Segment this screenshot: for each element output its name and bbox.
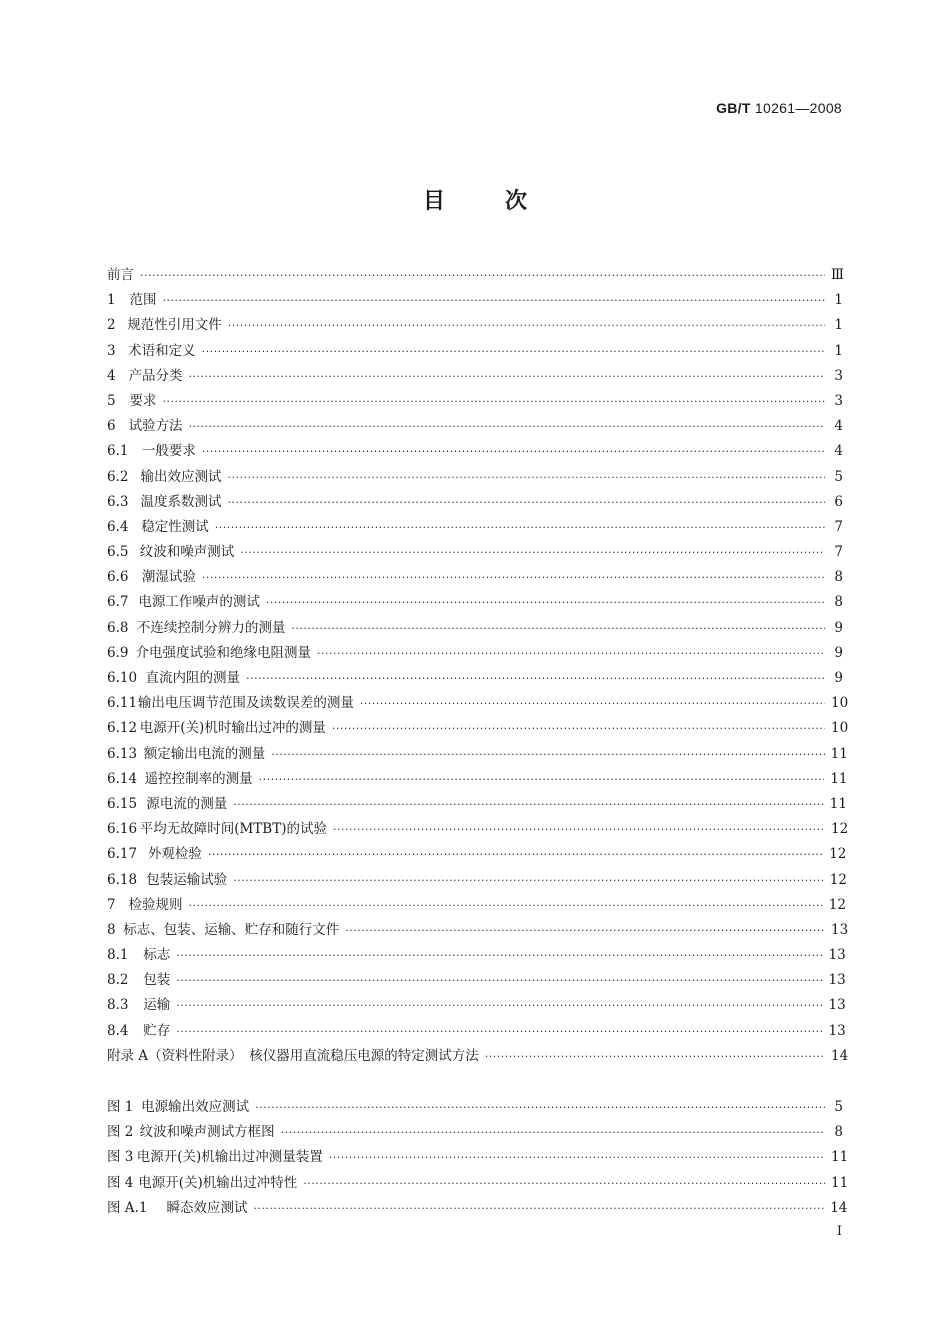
section-title: 介电强度试验和绝缘电阻测量 [135, 644, 311, 661]
section-number: 6.6 [107, 569, 129, 586]
section-number: 6.10 [107, 670, 138, 686]
dot-leader [332, 716, 825, 741]
toc-entry[interactable] [107, 616, 843, 641]
toc-entry[interactable] [107, 1044, 849, 1069]
page-ref: 12 [829, 846, 847, 863]
page-ref: 1 [834, 292, 843, 309]
toc-entry[interactable] [107, 817, 849, 842]
page-ref: 1 [834, 342, 843, 359]
dot-leader [228, 313, 825, 338]
section-number: 6.12 [107, 720, 138, 737]
dot-leader [291, 616, 825, 641]
page-ref: 13 [828, 1022, 846, 1039]
toc-entry[interactable] [107, 590, 843, 615]
section-title: 温度系数测试 [140, 493, 222, 510]
page-ref: 11 [830, 745, 848, 762]
toc-entry[interactable] [107, 490, 843, 515]
section-title: 包装运输试验 [146, 871, 228, 888]
section-number: 6.17 [107, 846, 138, 863]
standard-number: 10261—2008 [754, 100, 842, 116]
toc-entry[interactable] [107, 842, 847, 867]
section-title: 标志、包装、运输、贮存和随行文件 [123, 921, 340, 938]
figure-title: 电源开(关)机输出过冲测量装置 [136, 1149, 323, 1166]
page-ref: 13 [828, 972, 846, 989]
dot-leader [303, 1171, 825, 1196]
dot-leader [176, 1019, 822, 1044]
toc-entry[interactable] [107, 742, 848, 767]
section-title: 检验规则 [128, 896, 183, 913]
dot-leader [233, 868, 824, 893]
page-ref: 1 [834, 317, 843, 334]
section-number: 6.15 [107, 795, 138, 812]
page-ref: 13 [828, 947, 846, 964]
section-number: 7 [107, 896, 116, 913]
section-number: 8.3 [107, 997, 129, 1014]
section-title: 源电流的测量 [146, 795, 228, 812]
figure-entry[interactable] [107, 1196, 848, 1221]
title-char-1: 目 [422, 189, 445, 214]
table-of-contents [107, 263, 849, 1069]
section-number: 6.14 [107, 770, 138, 787]
toc-entry[interactable] [107, 716, 849, 741]
toc-entry[interactable] [107, 515, 843, 540]
figure-number: 图 1 [107, 1099, 134, 1115]
toc-entry[interactable] [107, 313, 843, 338]
section-number: 2 [107, 317, 116, 334]
toc-entry[interactable] [107, 439, 843, 464]
dot-leader [189, 414, 825, 439]
section-title: 一般要求 [141, 443, 196, 460]
dot-leader [240, 540, 825, 565]
dot-leader [202, 339, 825, 364]
standard-prefix: GB/T [716, 100, 751, 116]
page-ref: 10 [831, 720, 849, 737]
page-ref: 9 [834, 670, 843, 686]
page-ref: 12 [829, 871, 847, 888]
dot-leader [259, 767, 825, 792]
section-title: 电源工作噪声的测试 [138, 594, 260, 611]
figure-number: 图 A.1 [107, 1199, 148, 1216]
section-number: 6 [107, 418, 116, 435]
section-number: 6.11 [107, 695, 138, 712]
section-number: 8.1 [107, 947, 129, 964]
section-number: 6.2 [107, 468, 129, 485]
dot-leader [188, 893, 822, 918]
figure-entry[interactable] [107, 1095, 843, 1120]
dot-leader [317, 641, 825, 666]
section-title: 运输 [143, 997, 171, 1014]
page-ref: 13 [828, 997, 846, 1014]
dot-leader [329, 1145, 825, 1170]
dot-leader [208, 842, 823, 867]
dot-leader [227, 465, 825, 490]
dot-leader [345, 918, 825, 943]
page-ref: 12 [828, 896, 846, 913]
section-number: 6.13 [107, 745, 138, 762]
page-ref: 8 [834, 594, 843, 611]
dot-leader [176, 993, 822, 1018]
section-number: 6.8 [107, 619, 129, 636]
section-number: 8 [107, 921, 116, 938]
figure-entry[interactable] [107, 1145, 849, 1170]
dot-leader [281, 1120, 825, 1145]
section-title: 术语和定义 [128, 342, 196, 359]
section-number: 3 [107, 342, 116, 359]
toc-entry[interactable] [107, 339, 843, 364]
section-title: 额定输出电流的测量 [143, 745, 266, 762]
page-ref: 10 [831, 695, 849, 712]
toc-entry[interactable] [107, 565, 843, 590]
section-title: 遥控控制率的测量 [144, 770, 253, 787]
toc-entry[interactable] [107, 691, 849, 716]
section-title: 试验方法 [128, 418, 183, 435]
toc-entry[interactable] [107, 943, 846, 968]
page-ref: 11 [829, 795, 847, 812]
section-number: 6.9 [107, 644, 129, 661]
toc-entry[interactable] [107, 893, 846, 918]
dot-leader [227, 490, 825, 515]
section-title: 前言 [107, 267, 134, 283]
section-title: 电源开(关)机时输出过冲的测量 [139, 720, 326, 737]
toc-entry[interactable] [107, 868, 847, 893]
toc-entry[interactable] [107, 1019, 846, 1044]
section-title: 产品分类 [128, 367, 183, 384]
section-title: 潮湿试验 [141, 569, 196, 586]
toc-entry[interactable] [107, 767, 848, 792]
section-title: 包装 [143, 972, 171, 989]
section-number: 6.7 [107, 594, 129, 611]
section-title: 要求 [129, 392, 157, 409]
toc-entry[interactable] [107, 792, 847, 817]
section-title: 外观检验 [147, 846, 202, 863]
toc-entry[interactable] [107, 414, 843, 439]
dot-leader [162, 288, 825, 313]
page-ref: 14 [830, 1199, 848, 1216]
dot-leader [202, 439, 825, 464]
page-ref: 6 [834, 493, 843, 510]
dot-leader [333, 817, 825, 842]
section-number: 5 [107, 392, 116, 409]
section-number: 8.4 [107, 1022, 129, 1039]
figure-title: 电源开(关)机输出过冲特性 [138, 1174, 298, 1191]
section-title: 规范性引用文件 [127, 317, 222, 334]
dot-leader [189, 364, 825, 389]
page-ref: 14 [831, 1047, 849, 1064]
page-ref: 7 [834, 518, 843, 535]
toc-entry[interactable] [107, 918, 849, 943]
page-ref: 5 [834, 468, 843, 485]
dot-leader [254, 1196, 825, 1221]
page-number: I [836, 1224, 842, 1239]
section-title: 稳定性测试 [141, 518, 209, 535]
dot-leader [485, 1044, 825, 1069]
toc-entry[interactable] [107, 540, 843, 565]
figure-number: 图 2 [107, 1124, 134, 1141]
page-ref: 4 [834, 443, 843, 460]
dot-leader [202, 565, 825, 590]
page-ref: 9 [834, 619, 843, 636]
page-ref: 5 [834, 1099, 843, 1115]
section-number: 8.2 [107, 972, 129, 989]
title-char-2: 次 [505, 189, 528, 214]
dot-leader [233, 792, 824, 817]
toc-entry[interactable] [107, 389, 843, 414]
standard-code [716, 100, 842, 116]
page-ref: 12 [831, 821, 849, 838]
toc-entry[interactable] [107, 465, 843, 490]
section-number: 6.4 [107, 518, 129, 535]
dot-leader [140, 263, 825, 288]
figure-title: 瞬态效应测试 [166, 1199, 248, 1216]
toc-entry[interactable] [107, 666, 843, 691]
page-ref: 8 [834, 1124, 843, 1141]
page-ref: 11 [831, 1174, 849, 1191]
section-title: 直流内阻的测量 [145, 670, 240, 686]
section-number: 6.16 [107, 821, 138, 838]
section-number: 1 [107, 292, 116, 309]
section-title: 范围 [129, 292, 157, 309]
page-title [0, 184, 950, 215]
dot-leader [255, 1095, 825, 1120]
page-ref: 11 [830, 770, 848, 787]
section-title: 平均无故障时间(MTBT)的试验 [139, 821, 327, 838]
section-number: 6.3 [107, 493, 129, 510]
figure-entry[interactable] [107, 1171, 849, 1196]
figure-number: 图 3 [107, 1149, 134, 1166]
dot-leader [176, 943, 822, 968]
dot-leader [246, 666, 825, 691]
toc-entry[interactable] [107, 364, 843, 389]
page-ref: 8 [834, 569, 843, 586]
list-of-figures [107, 1095, 849, 1221]
section-title: 输出效应测试 [140, 468, 222, 485]
dot-leader [215, 515, 825, 540]
figure-number: 图 4 [107, 1174, 134, 1191]
dot-leader [360, 691, 825, 716]
toc-entry[interactable] [107, 263, 843, 288]
page-ref: Ⅲ [831, 267, 845, 283]
toc-entry[interactable] [107, 288, 843, 313]
section-number: 4 [107, 367, 116, 384]
dot-leader [176, 968, 822, 993]
page-ref: 9 [834, 644, 843, 661]
section-number: 6.18 [107, 871, 138, 888]
section-title: 输出电压调节范围及读数误差的测量 [137, 695, 354, 712]
page-ref: 4 [834, 418, 843, 435]
section-number: 6.1 [107, 443, 129, 460]
toc-entry[interactable] [107, 968, 846, 993]
figure-entry[interactable] [107, 1120, 843, 1145]
section-number: 6.5 [107, 544, 129, 561]
page-ref: 3 [834, 392, 843, 409]
page-ref: 3 [834, 367, 843, 384]
page-ref: 7 [834, 544, 843, 561]
section-title: 不连续控制分辨力的测量 [136, 619, 286, 636]
figure-title: 电源输出效应测试 [141, 1099, 250, 1115]
section-title: 附录 A（资料性附录） 核仪器用直流稳压电源的特定测试方法 [107, 1047, 479, 1064]
section-title: 贮存 [143, 1022, 171, 1039]
page-ref: 11 [831, 1149, 849, 1166]
dot-leader [162, 389, 825, 414]
toc-entry[interactable] [107, 641, 843, 666]
section-title: 标志 [143, 947, 171, 964]
dot-leader [266, 590, 825, 615]
figure-title: 纹波和噪声测试方框图 [139, 1124, 275, 1141]
toc-entry[interactable] [107, 993, 846, 1018]
page-ref: 13 [831, 921, 849, 938]
section-title: 纹波和噪声测试 [139, 544, 235, 561]
dot-leader [271, 742, 824, 767]
